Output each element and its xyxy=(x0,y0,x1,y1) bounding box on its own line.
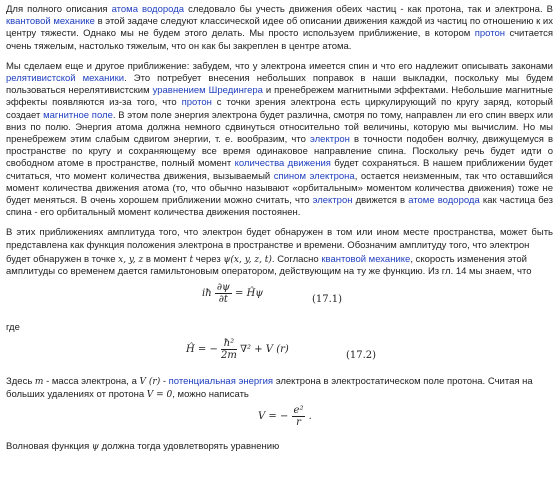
eq-fraction xyxy=(221,338,237,361)
eq-lhs: Ĥ = − xyxy=(186,344,218,356)
eq-rhs: = Ĥψ xyxy=(235,288,264,300)
eq-fraction xyxy=(215,282,232,305)
equation-17-2 xyxy=(6,336,553,370)
paragraph-wavefunction xyxy=(6,441,553,453)
link-magnetic-field[interactable]: магнитное поле xyxy=(43,109,113,121)
text: . В этом поле энергия электрона будет различна, смотря по тому, направлен ли его спин вверх или вниз по полю. Энергия атома должна немного сдвинуться относительно той величины, которую мы вычислим. Но мы пренебрежем этим слабым сдвигом энергии, т. е. вообразим, что xyxy=(6,109,554,146)
text: электрона в электростатическом поле протона. Считая на xyxy=(273,376,533,388)
link-quantum-mechanics[interactable]: квантовой механике xyxy=(6,16,95,28)
paragraph-amplitude xyxy=(6,227,553,251)
text: Волновая функция xyxy=(6,440,92,452)
link-hydrogen-atom[interactable]: атома водорода xyxy=(111,4,185,15)
equation-expression xyxy=(202,282,263,305)
eq-tail: . xyxy=(308,410,312,422)
paragraph-potential xyxy=(6,376,553,400)
link-electron-spin[interactable]: спином электрона xyxy=(273,170,355,182)
equation-17-1 xyxy=(6,278,553,318)
text: Здесь xyxy=(6,376,35,388)
text: , остается неизменным, так что оставшийся момент количества движения атома (то, что обычно называют «орбитальным» моментом количества движения) тоже не будет меняться. В очень хорошем приближении можно считать, что xyxy=(6,170,554,207)
link-proton[interactable]: протон xyxy=(181,97,212,109)
text: . Это потребует внесения небольших поправок в наши выкладки, поскольку мы будем пользоваться нерелятивистским xyxy=(6,73,553,97)
text: будет сохраняться. В нашем приближении будет считаться, что момент количества движения, вызываемый xyxy=(6,158,553,182)
equation-expression xyxy=(258,405,312,428)
link-angular-momentum[interactable]: количества движения xyxy=(234,158,331,170)
text: и пренебрежем магнитными эффектами. Небольшие магнитные эффекты появляются из-за того, что xyxy=(6,85,554,109)
math-m: m xyxy=(34,377,44,388)
text: , скорость изменения этой xyxy=(410,253,527,265)
text: движется в xyxy=(352,195,409,207)
text: амплитуды со временем дается гамильтоновым оператором, действующим на ту же функцию. Из гл. 14 мы знаем, что xyxy=(6,266,532,278)
word-where: где xyxy=(6,322,20,334)
paragraph-approximation xyxy=(6,61,553,220)
eq-denominator: 2m xyxy=(221,350,237,362)
equation-coulomb xyxy=(6,401,553,437)
text: - xyxy=(160,376,169,388)
text: как частица без спина - его орбитальный момент количества движения постоянен. xyxy=(6,195,553,219)
math-V-r: V (r) xyxy=(139,377,161,388)
paragraph-amplitude-cont xyxy=(6,254,553,278)
eq-numerator: ħ² xyxy=(221,338,237,350)
text: в точности подобен волчку, движущемуся в пространстве по кругу и сохраняющему все время одинаковое направление спина. Поскольку речь будет идти о свободном атоме в пространстве, полный момент xyxy=(6,134,553,170)
text: через xyxy=(193,253,224,265)
text: Для полного описания xyxy=(6,4,112,15)
link-hydrogen-atom[interactable]: атоме водорода xyxy=(408,195,480,207)
paragraph-intro xyxy=(6,4,553,53)
math-psi: ψ xyxy=(91,441,99,452)
eq-numerator: e² xyxy=(293,404,304,416)
text: должна тогда удовлетворять уравнению xyxy=(98,440,280,452)
text: будет обнаружен в точке xyxy=(6,253,119,265)
link-schrodinger-equation[interactable]: уравнением Шредингера xyxy=(152,85,263,97)
link-electron[interactable]: электрон xyxy=(310,134,350,146)
link-proton[interactable]: протон xyxy=(474,28,506,40)
math-V-zero: V = 0 xyxy=(146,389,173,400)
text: в этой задаче следуют классической идее об описании движения каждой из частиц по отношению к их центру тяжести. Однако мы не будем этого делать. Мы просто используем приближение, в котором xyxy=(6,16,553,40)
text: В этих приближениях амплитуда того, что электрон будет обнаружен в том или ином месте пространства, может быть представлена как функция положения электрона в пространстве и времени. Обозначим амплитуду того, что электрон xyxy=(6,227,553,251)
math-t: t xyxy=(189,254,194,265)
math-xyz: x, y, z xyxy=(118,254,144,265)
math-psi-function: ψ(x, y, z, t) xyxy=(223,254,272,265)
text: в момент xyxy=(143,253,190,265)
equation-expression xyxy=(186,338,289,361)
text: , можно написать xyxy=(172,388,249,400)
eq-fraction xyxy=(292,405,306,428)
link-relativistic-mechanics[interactable]: релятивистской механики xyxy=(6,73,125,85)
eq-prefix: iħ xyxy=(202,288,212,300)
eq-lhs: V = − xyxy=(258,410,289,422)
equation-number: (17.1) xyxy=(312,294,343,306)
text: больших удалениях от протона xyxy=(6,388,147,400)
text: следовало бы учесть движения обеих частиц - как протона, так и электрона. В xyxy=(184,4,553,15)
text: с точки зрения электрона есть циркулирующий по кругу заряд, который создает xyxy=(6,97,553,121)
equation-number: (17.2) xyxy=(346,350,377,362)
eq-denominator: r xyxy=(296,416,301,428)
text: - масса электрона, а xyxy=(43,376,140,388)
text: Мы сделаем еще и другое приближение: забудем, что у электрона имеется спин и что его надлежит описывать законами xyxy=(6,60,553,72)
eq-rhs: ∇² + V (r) xyxy=(240,344,289,356)
eq-numerator: ∂ψ xyxy=(216,282,230,294)
link-quantum-mechanics[interactable]: квантовой механике xyxy=(321,253,411,265)
eq-denominator: ∂t xyxy=(218,294,228,306)
link-electron[interactable]: электрон xyxy=(312,195,353,207)
text: считается очень тяжелым, настолько тяжелым, что он как бы закреплен в центре атома. xyxy=(6,28,553,52)
text: . Согласно xyxy=(271,253,322,265)
link-potential-energy[interactable]: потенциальная энергия xyxy=(168,376,274,388)
